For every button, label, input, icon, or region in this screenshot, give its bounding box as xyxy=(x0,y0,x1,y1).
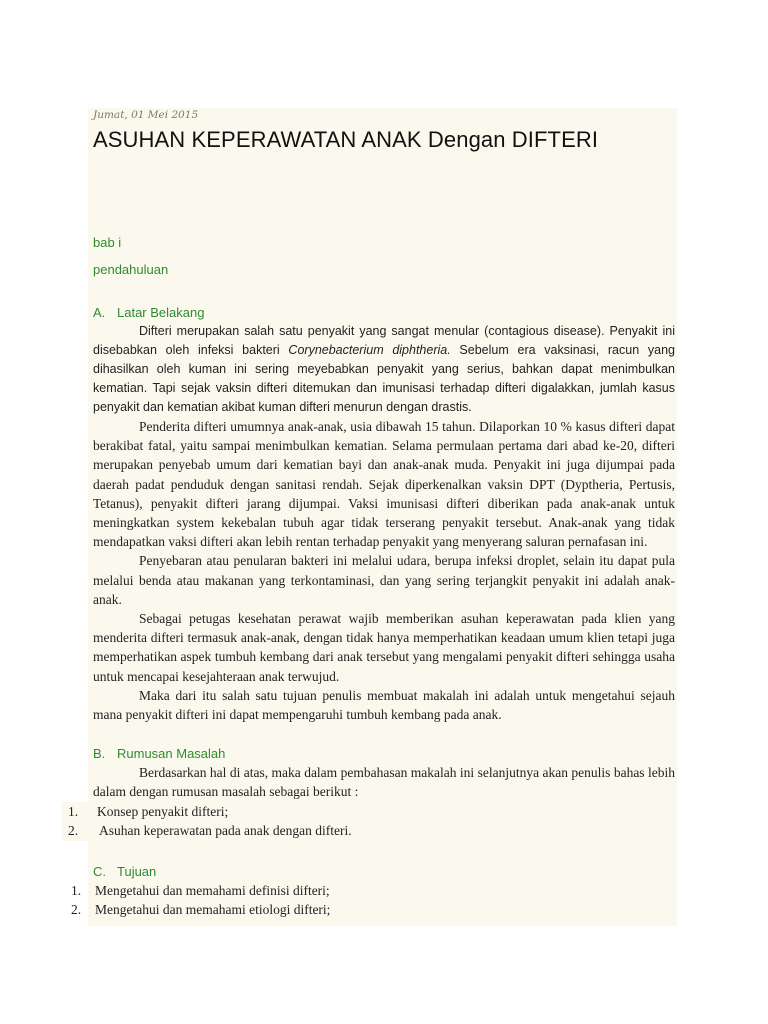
section-a-title: Latar Belakang xyxy=(117,305,205,320)
section-b-heading xyxy=(93,745,675,763)
list-number: 1. xyxy=(71,882,82,898)
species-name: Corynebacterium diphtheria. xyxy=(288,343,451,357)
problem-list xyxy=(68,802,675,841)
chapter-title: pendahuluan xyxy=(93,262,169,277)
chapter-label: bab i xyxy=(93,235,122,250)
paragraph-1-text-a: Difteri merupakan salah satu penyakit yang sangat menular (contagious disease). Penyakit ini disebabkan oleh infeksi bakteri xyxy=(93,324,675,357)
paragraph-1-text-b: Sebelum era vaksinasi, racun yang dihasilkan oleh kuman ini sering meyebabkan penyakit yang serius, bahkan dapat menimbulkan kematian. Tapi sejak vaksin difteri ditemukan dan imunisasi terhadap difteri digalakkan, jumlah kasus penyakit dan kematian akibat kuman difteri menurun dengan drastis. xyxy=(93,343,675,414)
blog-post xyxy=(68,108,675,920)
list-item xyxy=(68,802,675,822)
list-item xyxy=(71,900,675,920)
section-b-letter: B. xyxy=(93,746,106,762)
section-b-title: Rumusan Masalah xyxy=(117,746,226,762)
section-a-paragraph-5: Maka dari itu salah satu tujuan penulis membuat makalah ini adalah untuk mengetahui sejauh mana penyakit difteri ini dapat mempengaruhi tumbuh kembang pada anak. xyxy=(93,687,675,723)
section-a-paragraph-3: Penyebaran atau penularan bakteri ini melalui udara, berupa infeksi droplet, selain itu dapat pula melalui benda atau makanan yang terkontaminasi, dan yang sering terjangkit penyakit ini adalah anak-anak. xyxy=(93,553,675,607)
post-date: Jumat, 01 Mei 2015 xyxy=(93,109,199,121)
list-text: Mengetahui dan memahami definisi difteri; xyxy=(95,882,330,898)
section-c-letter: C. xyxy=(93,863,106,879)
section-c-title: Tujuan xyxy=(117,863,157,879)
list-item xyxy=(68,821,675,841)
list-number: 1. xyxy=(68,803,79,819)
post-title[interactable]: ASUHAN KEPERAWATAN ANAK Dengan DIFTERI xyxy=(93,127,599,152)
list-number: 2. xyxy=(71,902,82,918)
section-a-letter: A. xyxy=(93,305,106,320)
list-text: Konsep penyakit difteri; xyxy=(97,803,229,819)
section-b-paragraph-1: Berdasarkan hal di atas, maka dalam pembahasan makalah ini selanjutnya akan penulis bahas lebih dalam dengan rumusan masalah sebagai berikut : xyxy=(93,765,675,800)
objective-list xyxy=(71,881,675,920)
list-number: 2. xyxy=(68,823,79,839)
section-a-paragraph-4: Sebagai petugas kesehatan perawat wajib memberikan asuhan keperawatan pada klien yang menderita difteri termasuk anak-anak, dengan tidak hanya memperhatikan keadaan umum klien tetapi juga memperhatikan aspek tumbuh kembang dari anak tersebut yang mengalami penyakit difteri sehingga usaha untuk mencapai kesejahteraan anak terwujud. xyxy=(93,611,675,684)
section-a-paragraph-1 xyxy=(93,322,675,417)
section-a-paragraph-2: Penderita difteri umumnya anak-anak, usia dibawah 15 tahun. Dilaporkan 10 % kasus difteri dapat berakibat fatal, yaitu sampai menimbulkan kematian. Selama permulaan pertama dari abad ke-20, difteri merupakan penyebab umum dari kematian bayi dan anak-anak muda. Penyakit ini juga dijumpai pada daerah padat penduduk dengan sanitasi rendah. Sejak diperkenalkan vaksin DPT (Dyptheria, Pertusis, Tetanus), penyakit difteri jarang dijumpai. Vaksi imunisasi difteri diberikan pada anak-anak untuk meningkatkan system kekebalan tubuh agar tidak terserang penyakit tersebut. Anak-anak yang tidak mendapatkan vaksi difteri akan lebih rentan terhadap penyakit yang menyerang saluran pernafasan ini. xyxy=(93,419,675,550)
list-text: Mengetahui dan memahami etiologi difteri; xyxy=(95,902,331,918)
list-item xyxy=(71,881,675,901)
section-c-heading xyxy=(93,863,675,881)
section-a-heading xyxy=(93,304,675,322)
list-text: Asuhan keperawatan pada anak dengan difteri. xyxy=(99,823,352,839)
